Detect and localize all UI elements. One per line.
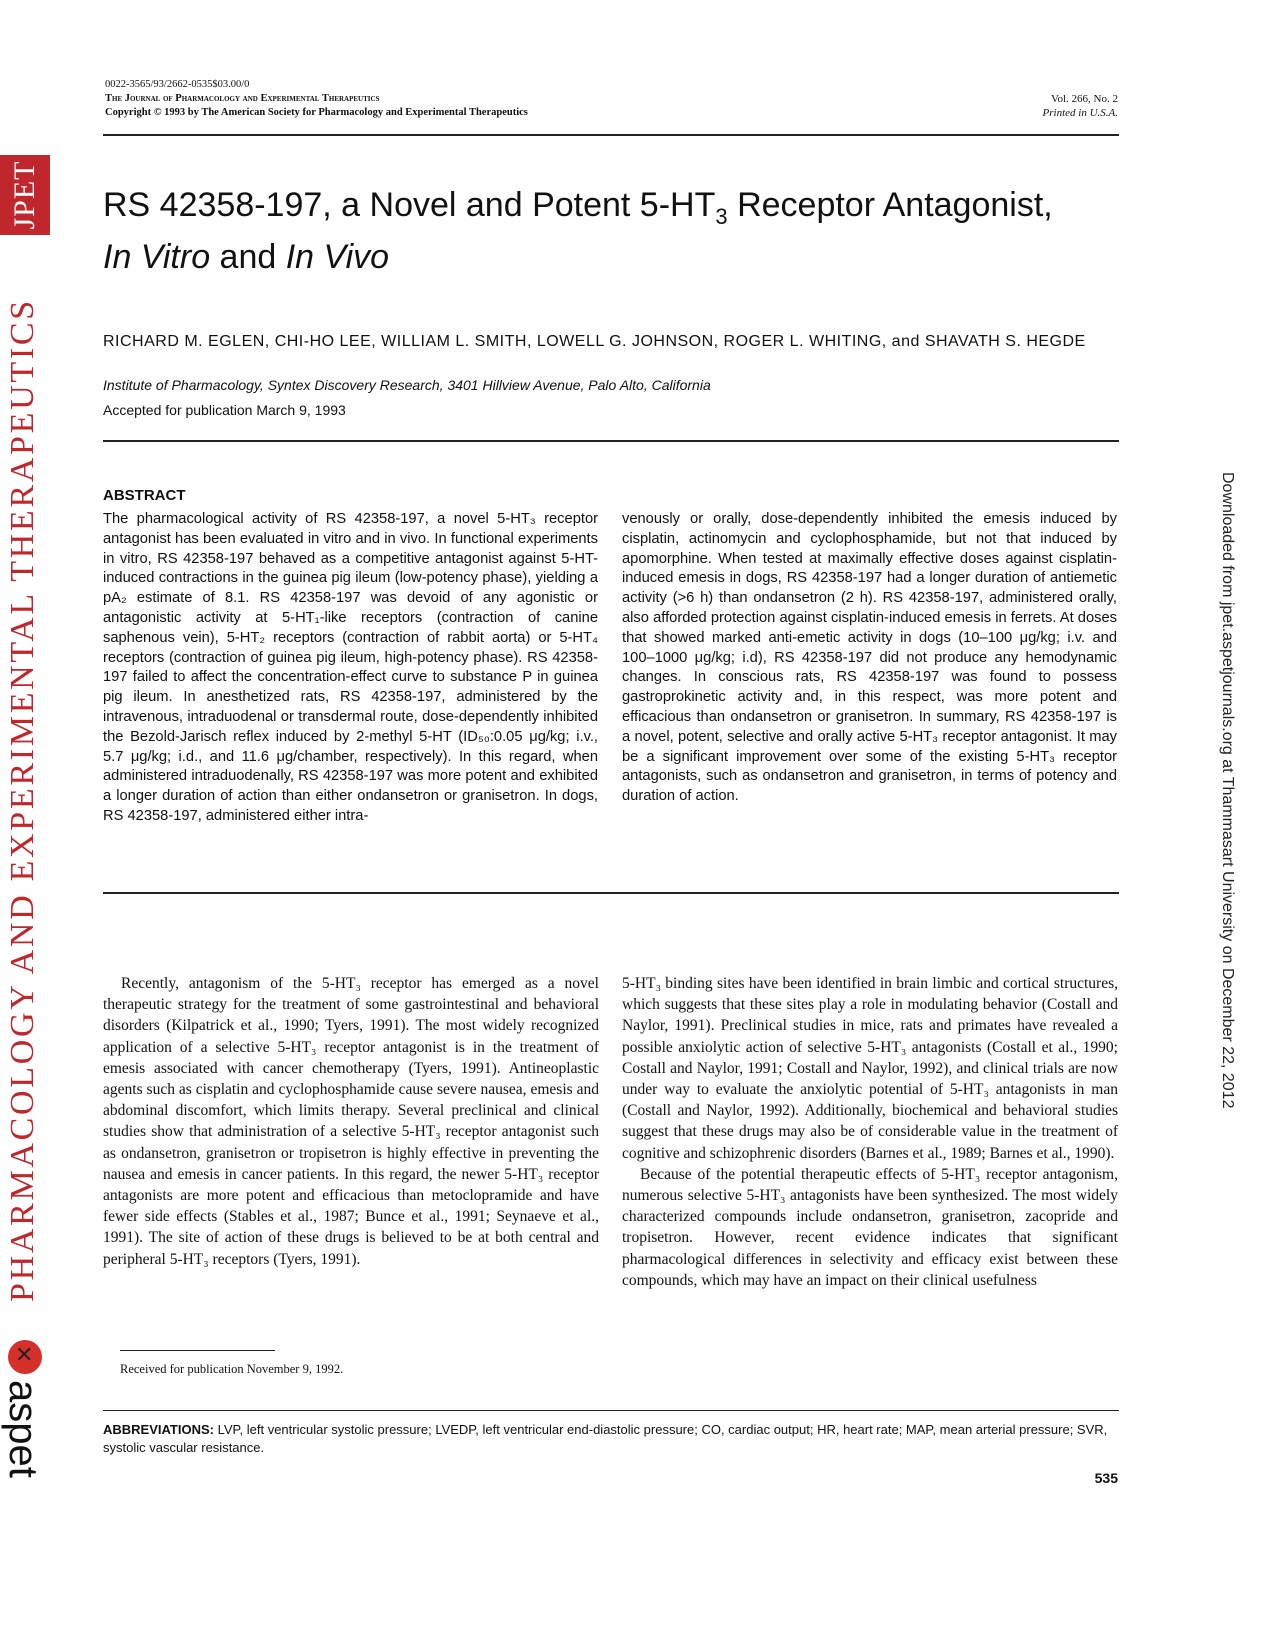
journal-header [105, 78, 528, 120]
title-line-1: RS 42358-197, a Novel and Potent $5-HT_3$ Receptor Antagonist, [103, 186, 1053, 229]
abbreviations-rule [103, 1410, 1119, 1411]
abbreviations-text: LVP, left ventricular systolic pressure; LVEDP, left ventricular end-diastolic pressure; CO, cardiac output; HR, heart rate; MAP, mean arterial pressure; SVR, systolic vascular resistance. [103, 1422, 1108, 1455]
body-left-column [103, 973, 599, 1270]
footnote-rule [120, 1350, 275, 1351]
jpet-badge [0, 155, 50, 235]
title-rule [103, 440, 1119, 442]
download-note: Downloaded from jpet.aspetjournals.org at Thammasart University on December 22, 2012 [1219, 472, 1236, 1109]
aspet-logo-mark-icon [8, 1340, 42, 1374]
jpet-badge-text: JPET [8, 160, 41, 230]
title-line-2: In Vitro and In Vivo [103, 237, 390, 276]
article-code: 0022-3565/93/2662-0535$03.00/0 [105, 79, 250, 90]
author-list: RICHARD M. EGLEN, CHI-HO LEE, WILLIAM L. SMITH, LOWELL G. JOHNSON, ROGER L. WHITING, and SHAVATH S. HEGDE [103, 333, 1086, 350]
journal-name: The Journal of Pharmacology and Experimental Therapeutics [105, 93, 380, 104]
volume-number: Vol. 266, No. 2 [1050, 93, 1118, 105]
body-paragraph: 5-HT₃ binding sites have been identified in brain limbic and cortical structures, which suggests that these sites play a role in modulating behavior (Costall and Naylor, 1991). Preclinical studies in mice, rats and primates have revealed a possible anxiolytic action of selective 5-HT₃ antagonists (Costall et al., 1990; Costall and Naylor, 1991; Costall and Naylor, 1992), and clinical trials are now under way to evaluate the anxiolytic potential of 5-HT₃ antagonists in man (Costall and Naylor, 1992). Additionally, biochemical and behavioral studies suggest that these drugs may also be of considerable value in the treatment of cognitive and schizophrenic disorders (Barnes et al., 1989; Barnes et al., 1990). [622, 975, 1118, 1162]
abstract-left-column: The pharmacological activity of RS 42358-197, a novel 5-HT₃ receptor antagonist has been evaluated in vitro and in vivo. In functional experiments in vitro, RS 42358-197 behaved as a competitive antagonist against 5-HT-induced contractions in the guinea pig ileum (low-potency phase), yielding a pA₂ estimate of 8.1. RS 42358-197 was devoid of any agonistic or antagonistic activity at 5-HT₁-like receptors (contraction of canine saphenous vein), 5-HT₂ receptors (contraction of rabbit aorta) or 5-HT₄ receptors (contraction of guinea pig ileum, high-potency phase). RS 42358-197 failed to affect the concentration-effect curve to substance P in guinea pig ileum. In anesthetized rats, RS 42358-197, administered by the intravenous, intraduodenal or transdermal route, dose-dependently inhibited the Bezold-Jarisch reflex induced by 2-methyl 5-HT (ID₅₀:0.05 μg/kg; i.v., 5.7 μg/kg; i.d., and 11.6 μg/chamber, respectively). In this regard, when administered intraduodenally, RS 42358-197 was more potent and exhibited a longer duration of action than either ondansetron or granisetron. In dogs, RS 42358-197, administered either intra- [103, 511, 598, 824]
printed-in: Printed in U.S.A. [1042, 107, 1118, 119]
abbreviations-note [103, 1421, 1119, 1457]
volume-info [980, 92, 1118, 120]
copyright-line: Copyright © 1993 by The American Society for Pharmacology and Experimental Therapeutics [105, 107, 528, 118]
abstract-rule [103, 892, 1119, 894]
received-footnote: Received for publication November 9, 1992. [120, 1362, 344, 1376]
accepted-date: Accepted for publication March 9, 1993 [103, 402, 346, 418]
body-right-column [622, 973, 1118, 1291]
body-paragraph: Because of the potential therapeutic effects of 5-HT₃ receptor antagonism, numerous selective 5-HT₃ antagonists have been synthesized. The most widely characterized compounds include ondansetron, granisetron, zacopride and tropisetron. However, recent evidence indicates that significant pharmacological differences in selectivity and efficacy exist between these compounds, which may have an impact on their clinical usefulness [622, 1165, 1118, 1289]
article-title [103, 185, 1123, 277]
abbreviations-label: ABBREVIATIONS: [103, 1422, 214, 1437]
aspet-logo-word: aspet [1, 1380, 45, 1478]
page-number: 535 [1094, 1470, 1118, 1486]
aspet-logo [2, 1340, 52, 1525]
body-paragraph: Recently, antagonism of the 5-HT₃ receptor has emerged as a novel therapeutic strategy for the treatment of some gastrointestinal and behavioral disorders (Kilpatrick et al., 1990; Tyers, 1991). The most widely recognized application of a selective 5-HT₃ receptor antagonist is in the treatment of emesis associated with cancer chemotherapy (Tyers, 1991). Antineoplastic agents such as cisplatin and cyclophosphamide cause severe nausea, emesis and abdominal discomfort, which limits therapy. Several preclinical and clinical studies show that administration of a selective 5-HT₃ receptor antagonist such as ondansetron, granisetron or tropisetron is highly effective in preventing the nausea and emesis in cancer patients. In this regard, the newer 5-HT₃ receptor antagonists are more potent and efficacious than metoclopramide and have fewer side effects (Stables et al., 1987; Bunce et al., 1991; Seynaeve et al., 1991). The site of action of these drugs is believed to be at both central and peripheral 5-HT₃ receptors (Tyers, 1991). [103, 975, 599, 1268]
journal-vertical-title: PHARMACOLOGY AND EXPERIMENTAL THERAPEUTICS [4, 298, 41, 1302]
abstract-right-column: venously or orally, dose-dependently inhibited the emesis induced by cisplatin, actinomycin and cyclophosphamide, but not that induced by apomorphine. When tested at maximally effective doses against cisplatin-induced emesis in dogs, RS 42358-197 had a longer duration of antiemetic activity (>6 h) than ondansetron (2 h). RS 42358-197, administered orally, also afforded protection against cisplatin-induced emesis in ferrets. At doses that showed marked anti-emetic activity in dogs (10–100 μg/kg; i.v. and 100–1000 μg/kg; i.d), RS 42358-197 did not produce any hemodynamic changes. In conscious rats, RS 42358-197 was found to possess gastroprokinetic activity and, in this respect, was more potent and efficacious than ondansetron or granisetron. In summary, RS 42358-197 is a novel, potent, selective and orally active 5-HT₃ receptor antagonist. It may be a significant improvement over some of the existing 5-HT₃ receptor antagonists, such as ondansetron and granisetron, in terms of potency and duration of action. [622, 511, 1117, 805]
abstract-heading: ABSTRACT [103, 487, 186, 504]
institute-affiliation: Institute of Pharmacology, Syntex Discovery Research, 3401 Hillview Avenue, Palo Alto, California [103, 377, 711, 393]
header-rule [103, 134, 1119, 136]
